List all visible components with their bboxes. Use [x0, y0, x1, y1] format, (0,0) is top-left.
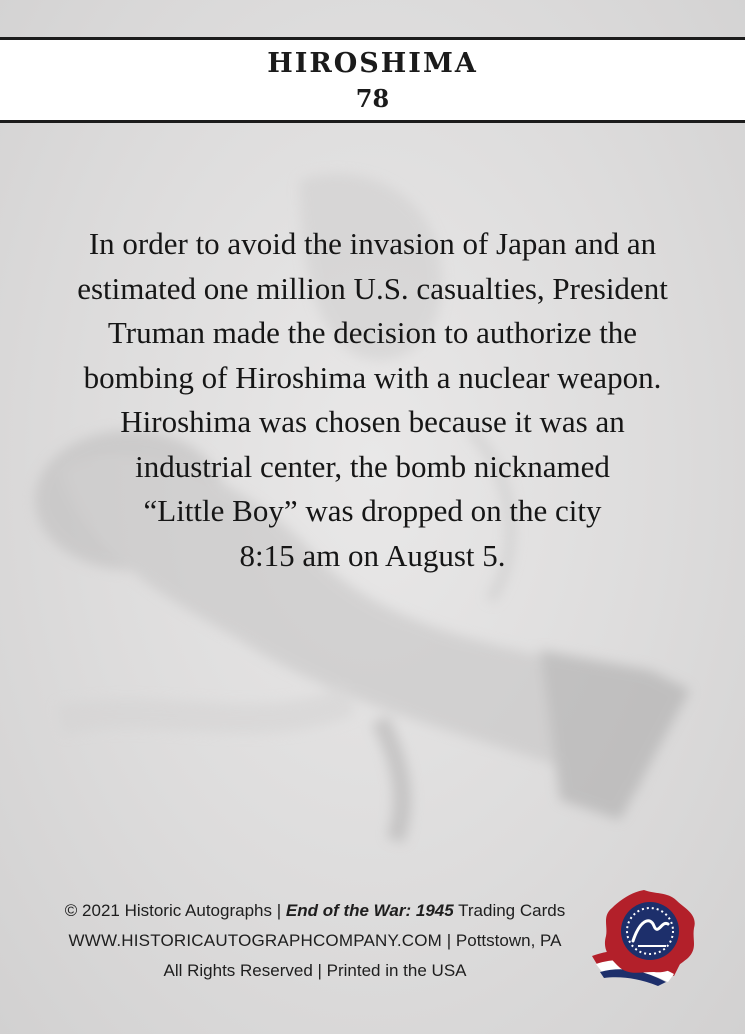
company-location: | Pottstown, PA — [446, 931, 562, 950]
set-name: End of the War: 1945 — [285, 901, 454, 920]
footer-url-line — [30, 926, 600, 956]
description-line: Truman made the decision to authorize the — [107, 315, 638, 350]
card-title: HIROSHIMA — [267, 48, 478, 79]
company-url: WWW.HISTORICAUTOGRAPHCOMPANY.COM — [68, 931, 443, 950]
footer-rights: All Rights Reserved | Printed in the USA — [163, 961, 467, 980]
set-suffix: Trading Cards — [458, 901, 566, 920]
description-line: estimated one million U.S. casualties, President — [77, 270, 668, 306]
card-number: 78 — [355, 84, 390, 113]
title-banner — [0, 37, 745, 123]
copyright-text: © 2021 Historic Autographs | — [64, 901, 282, 920]
card-description — [20, 222, 725, 578]
description-line: 8:15 am on August 5. — [239, 537, 506, 573]
description-line: “Little Boy” was dropped on the city — [143, 493, 602, 528]
footer-copyright-line — [30, 896, 600, 926]
card-footer — [30, 896, 600, 986]
description-line: bombing of Hiroshima with a nuclear weapon. — [83, 359, 662, 395]
description-line: In order to avoid the invasion of Japan and an — [88, 226, 657, 261]
historic-autographs-seal-icon — [588, 886, 700, 986]
description-line: industrial center, the bomb nicknamed — [135, 448, 610, 484]
description-line: Hiroshima was chosen because it was an — [120, 404, 625, 439]
